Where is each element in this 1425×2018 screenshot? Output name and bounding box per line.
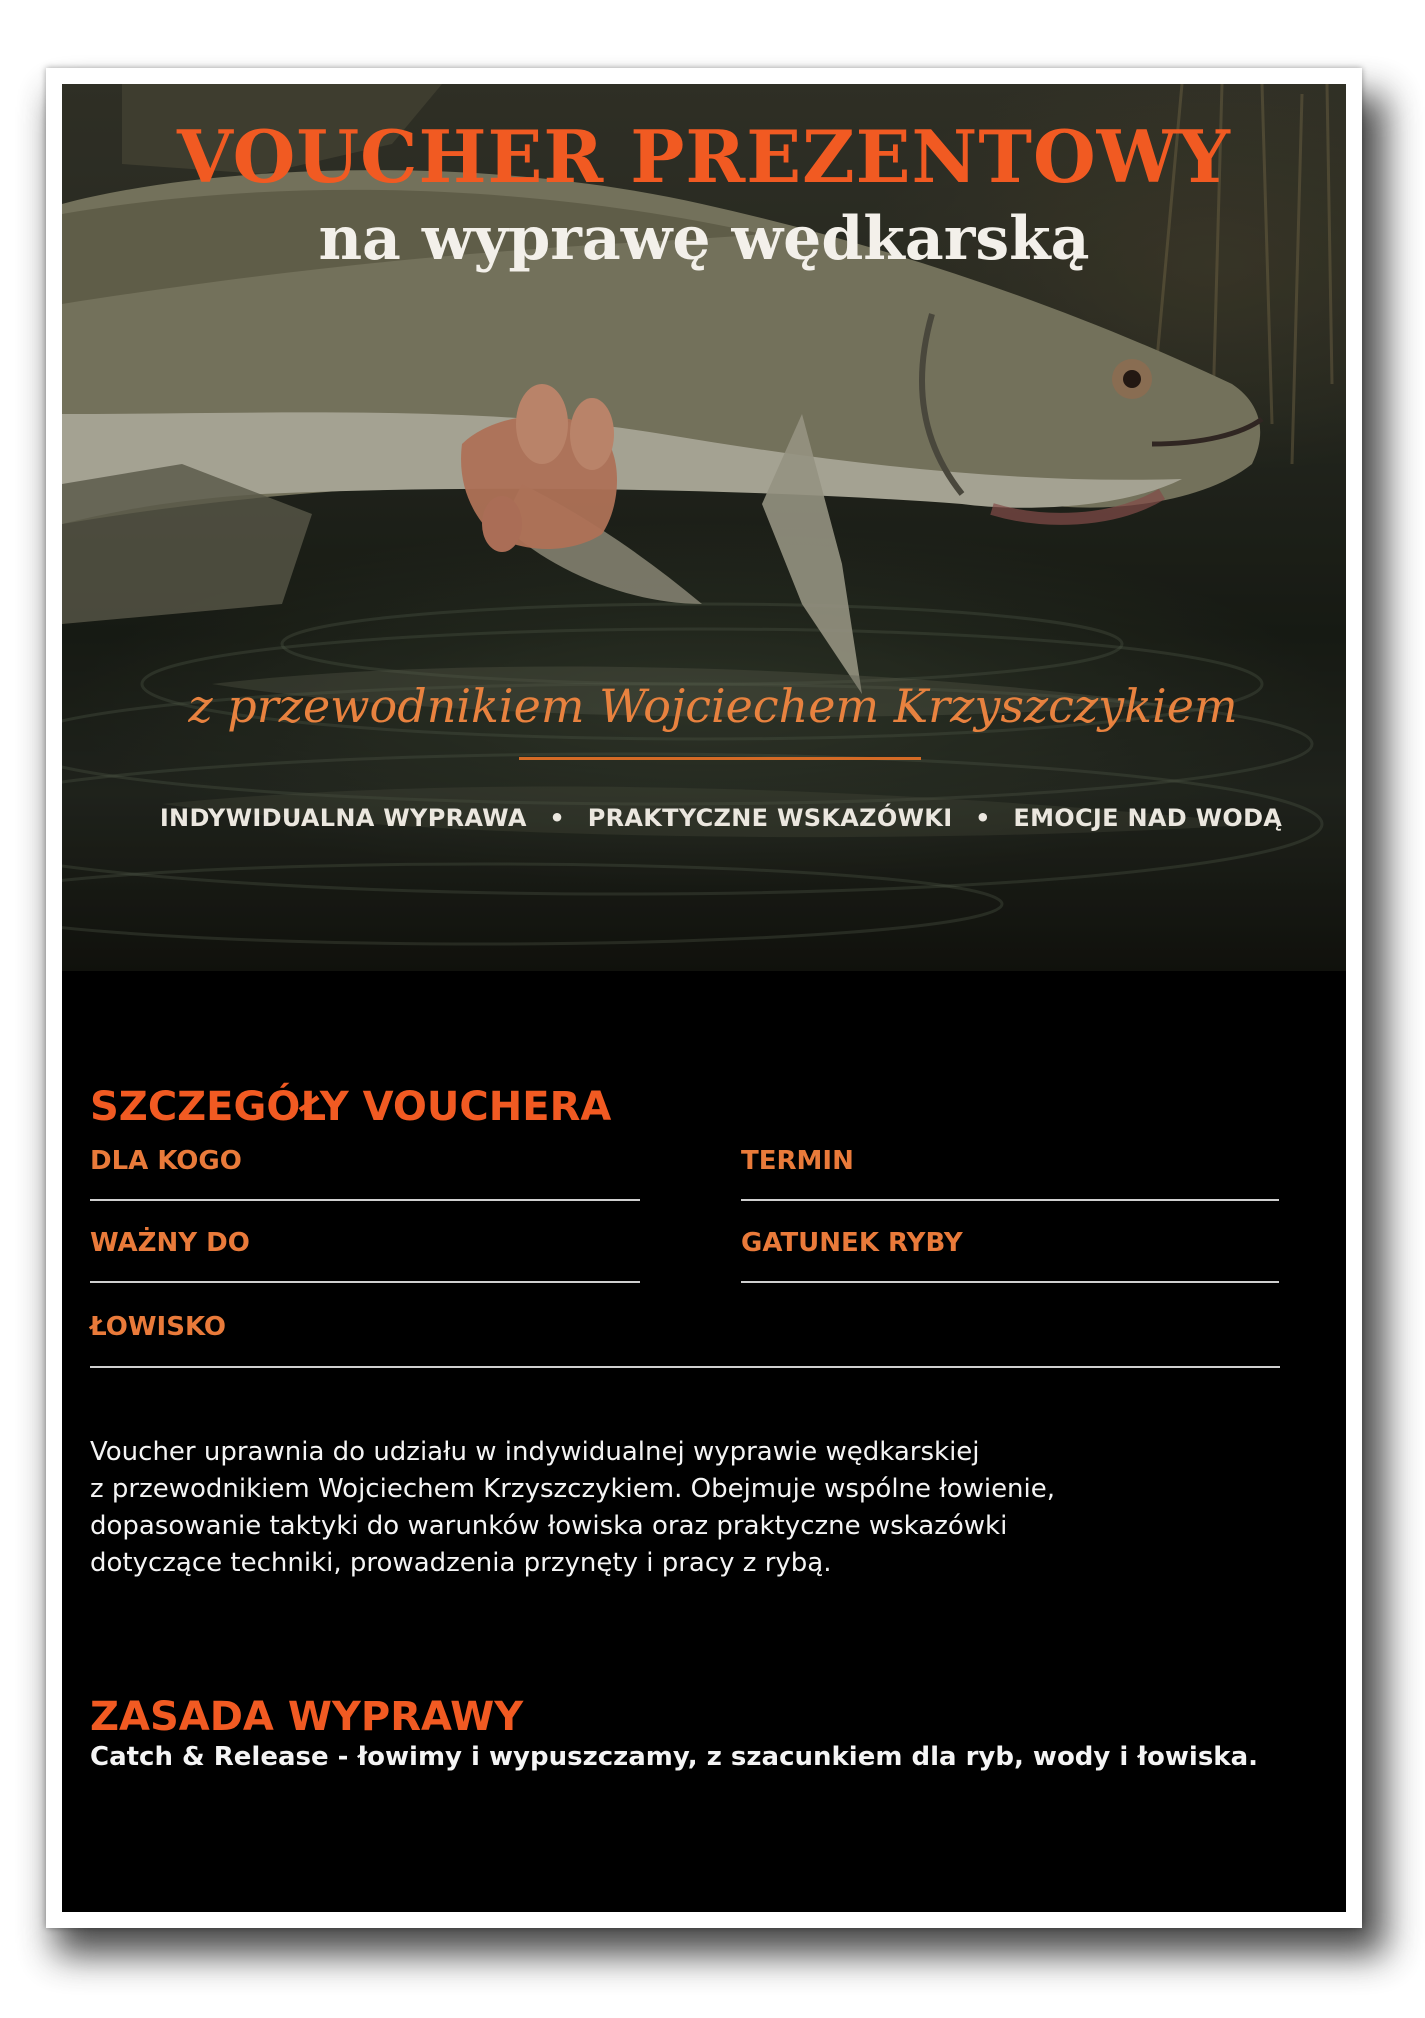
feature-item: EMOCJE NAD WODĄ: [1013, 804, 1283, 832]
bullet-separator: •: [549, 804, 566, 832]
hero-photo: [62, 84, 1346, 971]
field-line-species[interactable]: [741, 1281, 1279, 1283]
field-label-species: GATUNEK RYBY: [741, 1228, 963, 1258]
field-label-fishery: ŁOWISKO: [90, 1312, 227, 1342]
guide-line: z przewodnikiem Wojciechem Krzyszczykiem: [188, 679, 1238, 733]
voucher-description: [90, 1434, 1240, 1582]
bullet-separator: •: [975, 804, 991, 832]
feature-list: [62, 804, 1346, 832]
voucher-card: [46, 68, 1362, 1928]
voucher-title: VOUCHER PREZENTOWY: [177, 114, 1231, 199]
feature-item: PRAKTYCZNE WSKAZÓWKI: [587, 804, 953, 832]
description-line: Voucher uprawnia do udziału w indywidualnej wyprawie wędkarskiej: [90, 1437, 980, 1467]
details-heading: SZCZEGÓŁY VOUCHERA: [90, 1084, 612, 1130]
field-label-valid-until: WAŻNY DO: [90, 1228, 250, 1258]
field-line-fishery[interactable]: [90, 1366, 1280, 1368]
principle-heading: ZASADA WYPRAWY: [90, 1694, 524, 1740]
description-line: z przewodnikiem Wojciechem Krzyszczykiem. Obejmuje wspólne łowienie,: [90, 1474, 1056, 1504]
feature-item: INDYWIDUALNA WYPRAWA: [159, 804, 527, 832]
principle-text: Catch & Release - łowimy i wypuszczamy, z szacunkiem dla ryb, wody i łowiska.: [90, 1742, 1259, 1772]
field-label-for-whom: DLA KOGO: [90, 1146, 242, 1176]
field-line-valid-until[interactable]: [90, 1281, 640, 1283]
voucher-subtitle: na wyprawę wędkarską: [318, 204, 1090, 274]
description-line: dotyczące techniki, prowadzenia przynęty i pracy z rybą.: [90, 1548, 832, 1578]
description-line: dopasowanie taktyki do warunków łowiska oraz praktyczne wskazówki: [90, 1511, 1008, 1541]
guide-underline: [519, 757, 921, 760]
field-line-date[interactable]: [741, 1199, 1279, 1201]
field-line-for-whom[interactable]: [90, 1199, 640, 1201]
voucher: [62, 84, 1346, 1912]
field-label-date: TERMIN: [741, 1146, 854, 1176]
